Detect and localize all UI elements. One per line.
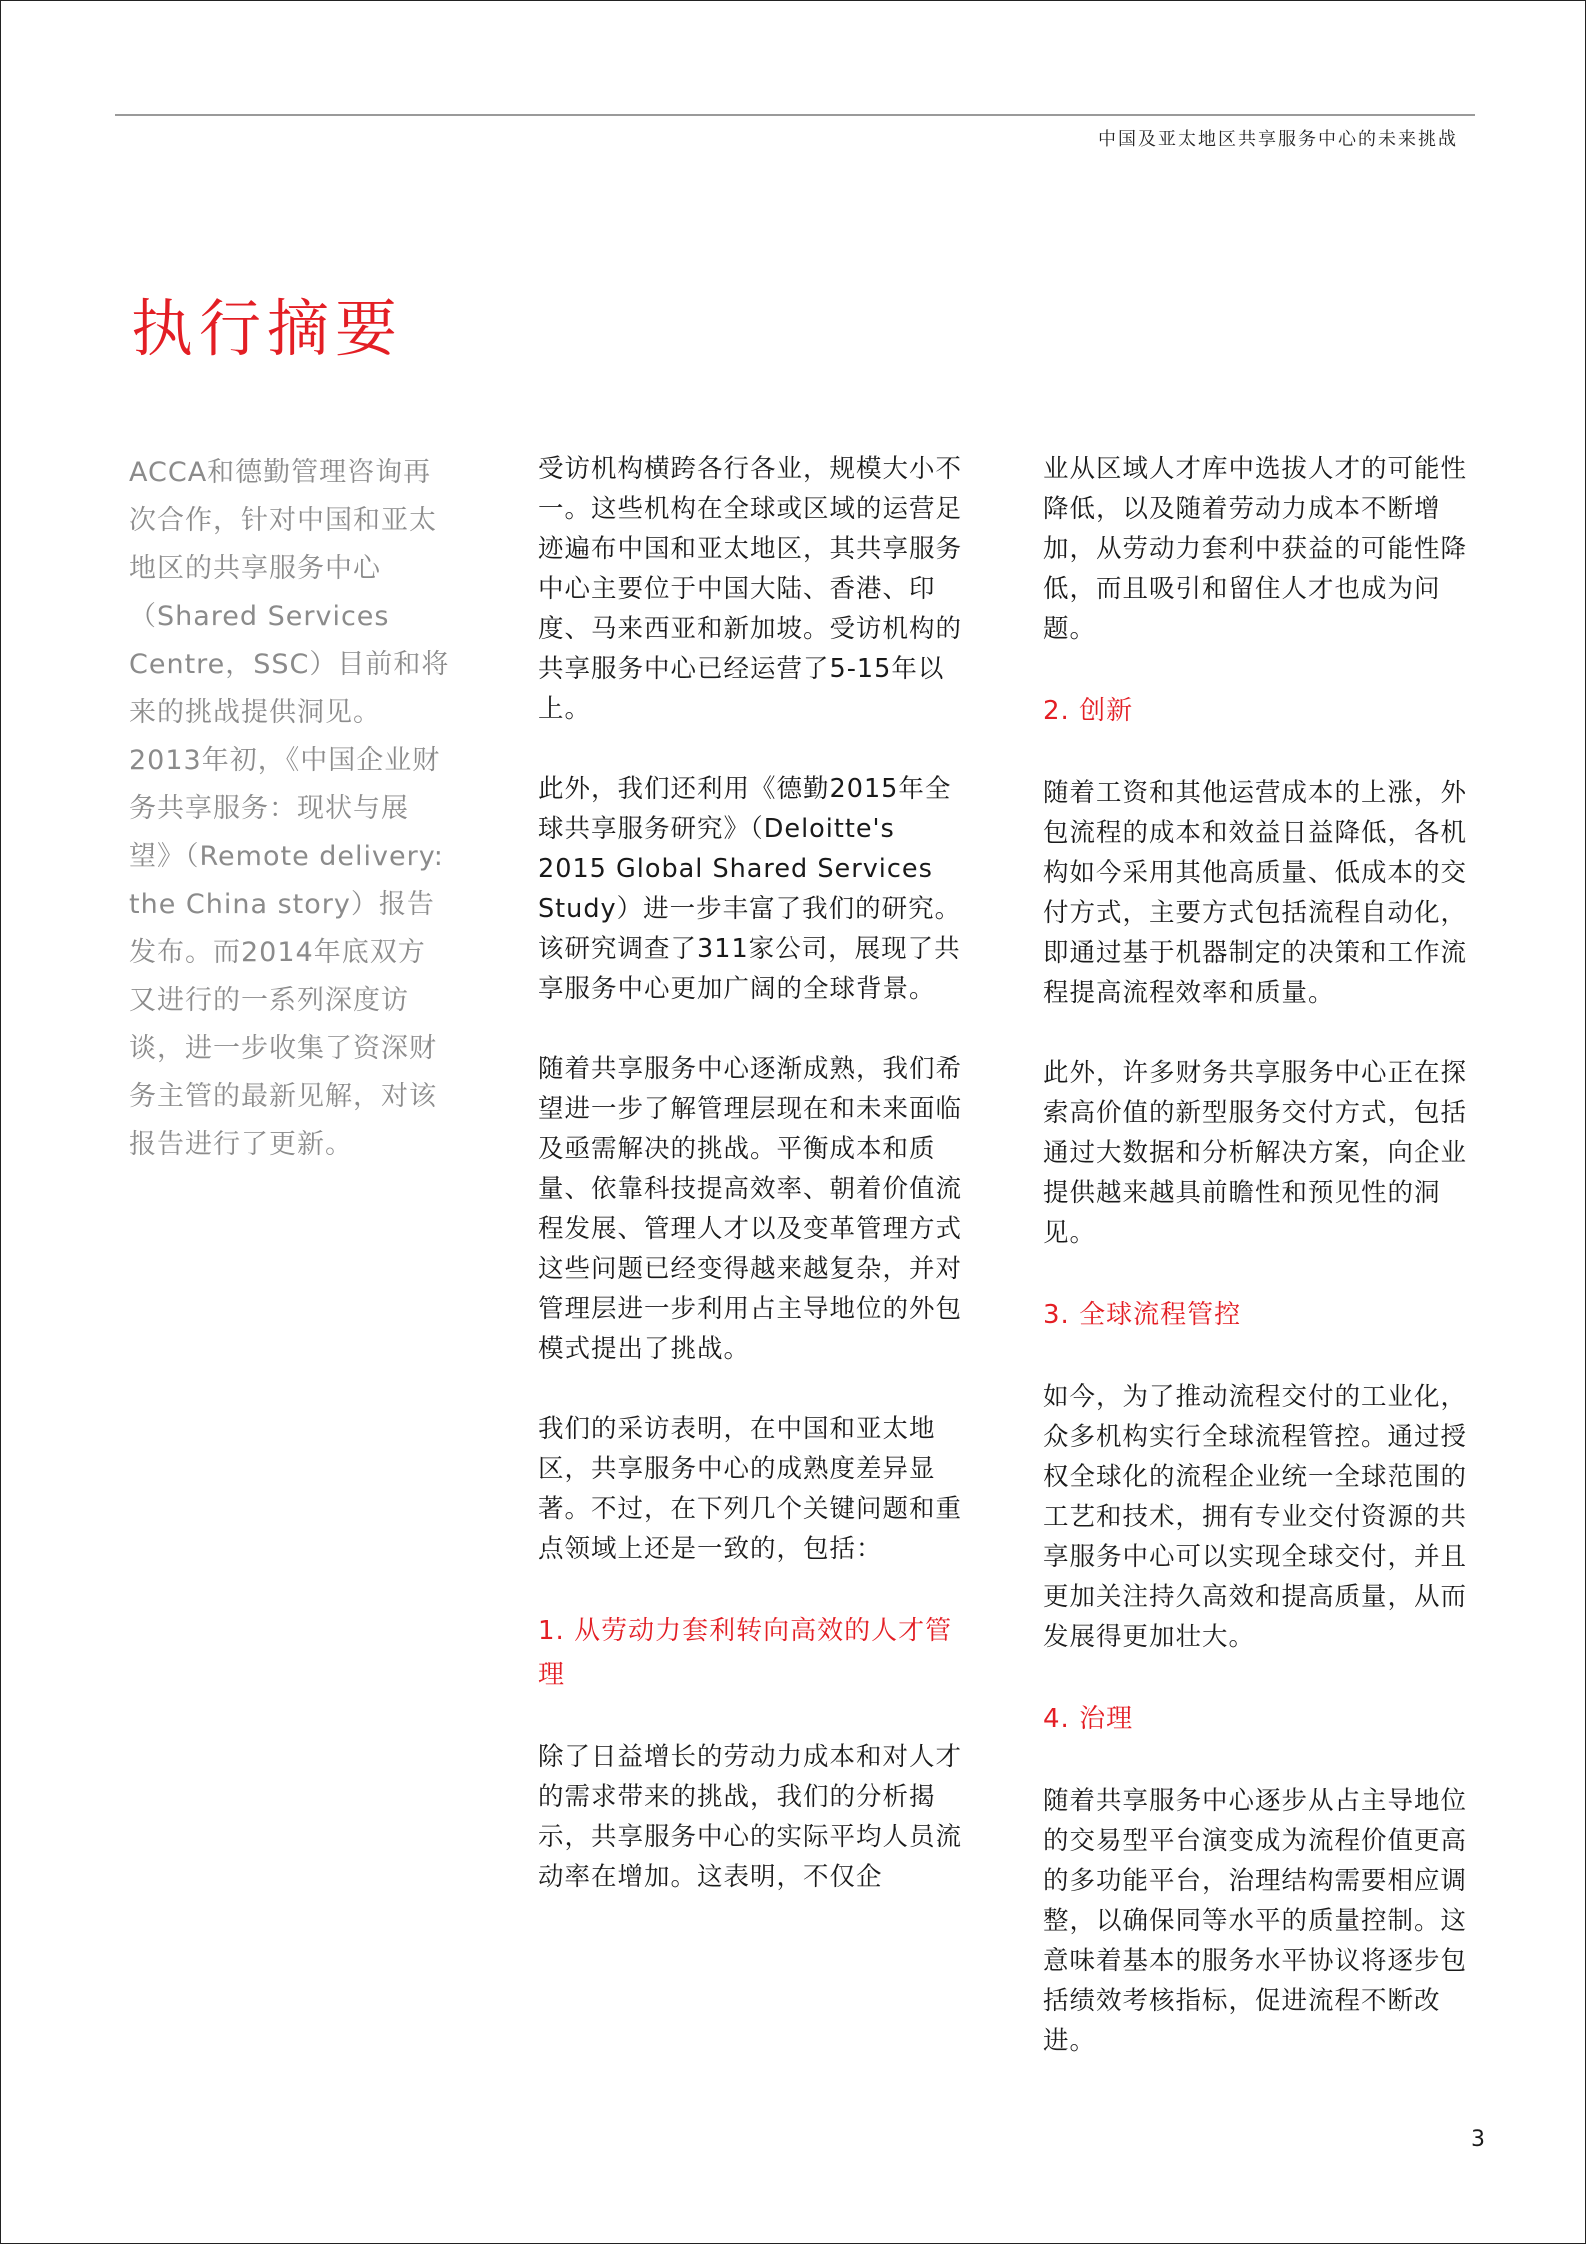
main-column-left	[538, 449, 968, 1937]
body-paragraph: 随着共享服务中心逐步从占主导地位的交易型平台演变成为流程价值更高的多功能平台，治理结构需要相应调整，以确保同等水平的质量控制。这意味着基本的服务水平协议将逐步包括绩效考核指标，促进流程不断改进。	[1043, 1786, 1468, 2056]
body-paragraph: 此外，我们还利用《德勤2015年全球共享服务研究》（Deloitte's 2015 Global Shared Services Study）进一步丰富了我们的研究。该研究调查了311家公司，展现了共享服务中心更加广阔的全球背景。	[538, 774, 962, 1004]
body-paragraph: 我们的采访表明，在中国和亚太地区，共享服务中心的成熟度差异显著。不过，在下列几个关键问题和重点领域上还是一致的，包括：	[538, 1414, 963, 1564]
body-paragraph: 此外，许多财务共享服务中心正在探索高价值的新型服务交付方式，包括通过大数据和分析解决方案，向企业提供越来越具前瞻性和预见性的洞见。	[1043, 1058, 1468, 1248]
main-column-right	[1043, 449, 1493, 2101]
intro-paragraph: ACCA和德勤管理咨询再次合作，针对中国和亚太地区的共享服务中心（Shared Services Centre，SSC）目前和将来的挑战提供洞见。2013年初，《中国企业财务共享服务：现状与展望》（Remote delivery: the China story）报告发布。而2014年底双方又进行的一系列深度访谈，进一步收集了资深财务主管的最新见解，对该报告进行了更新。	[129, 457, 450, 1160]
body-paragraph: 受访机构横跨各行各业，规模大小不一。这些机构在全球或区域的运营足迹遍布中国和亚太地区，其共享服务中心主要位于中国大陆、香港、印度、马来西亚和新加坡。受访机构的共享服务中心已经运营了5-15年以上。	[538, 454, 963, 724]
section-heading-governance: 4. 治理	[1043, 1704, 1134, 1734]
body-paragraph: 除了日益增长的劳动力成本和对人才的需求带来的挑战，我们的分析揭示，共享服务中心的实际平均人员流动率在增加。这表明，不仅企	[538, 1742, 963, 1892]
body-paragraph: 随着共享服务中心逐渐成熟，我们希望进一步了解管理层现在和未来面临及亟需解决的挑战。平衡成本和质量、依靠科技提高效率、朝着价值流程发展、管理人才以及变革管理方式这些问题已经变得越来越复杂，并对管理层进一步利用占主导地位的外包模式提出了挑战。	[538, 1054, 963, 1364]
page-number: 3	[1471, 2127, 1485, 2152]
body-paragraph: 业从区域人才库中选拔人才的可能性降低，以及随着劳动力成本不断增加，从劳动力套利中获益的可能性降低，而且吸引和留住人才也成为问题。	[1043, 454, 1468, 644]
section-heading-global-process: 3. 全球流程管控	[1043, 1300, 1242, 1330]
section-heading-innovation: 2. 创新	[1043, 696, 1134, 726]
section-heading-talent: 1. 从劳动力套利转向高效的人才管理	[538, 1616, 953, 1690]
page-title: 执行摘要	[131, 292, 404, 365]
body-paragraph: 随着工资和其他运营成本的上涨，外包流程的成本和效益日益降低，各机构如今采用其他高质量、低成本的交付方式，主要方式包括流程自动化，即通过基于机器制定的决策和工作流程提高流程效率和质量。	[1043, 778, 1468, 1008]
body-paragraph: 如今，为了推动流程交付的工业化，众多机构实行全球流程管控。通过授权全球化的流程企业统一全球范围的工艺和技术，拥有专业交付资源的共享服务中心可以实现全球交付，并且更加关注持久高效和提高质量，从而发展得更加壮大。	[1043, 1382, 1468, 1652]
header-rule	[115, 114, 1475, 116]
running-title: 中国及亚太地区共享服务中心的未来挑战	[1098, 129, 1458, 150]
intro-column	[129, 449, 451, 1169]
